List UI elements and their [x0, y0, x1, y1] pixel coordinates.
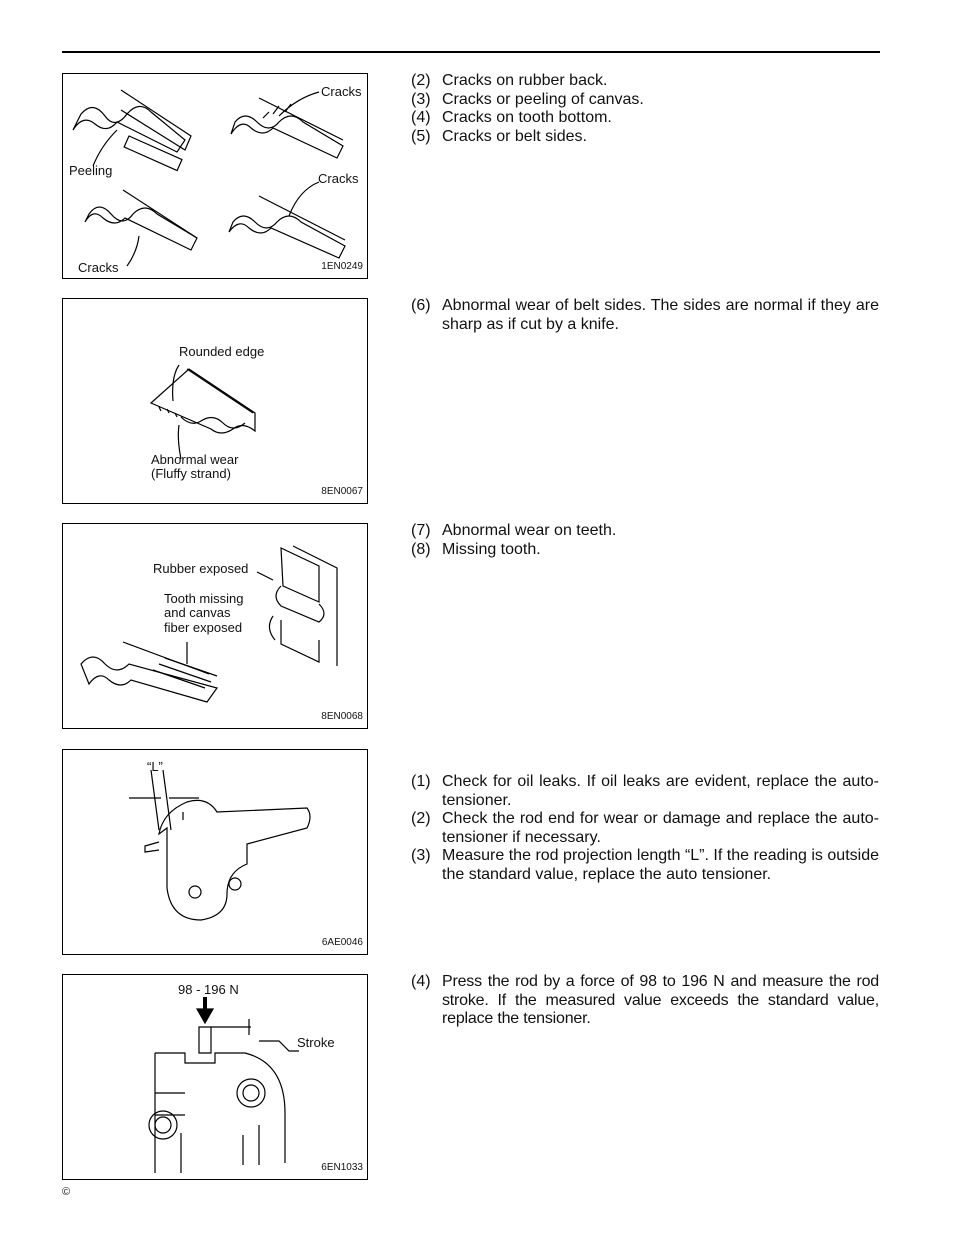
figure-belt-cracks: [62, 73, 368, 279]
label-fluffy-strand: (Fluffy strand): [151, 466, 231, 481]
auto-tensioner-illustration: [63, 750, 369, 956]
list-item: (4) Cracks on tooth bottom.: [411, 109, 612, 126]
label-tooth-missing: Tooth missing: [164, 591, 244, 606]
text-section-4: [411, 773, 879, 884]
copyright-symbol: ©: [62, 1186, 71, 1198]
label-rubber-exposed: Rubber exposed: [153, 561, 249, 576]
label-cracks-top: Cracks: [321, 84, 362, 99]
figure-belt-side-wear: [62, 298, 368, 504]
list-item: (3) Cracks or peeling of canvas.: [411, 90, 644, 108]
figure-rod-projection: [62, 749, 368, 955]
label-rounded-edge: Rounded edge: [179, 344, 265, 359]
list-item: (7) Abnormal wear on teeth.: [411, 522, 617, 539]
label-stroke: Stroke: [297, 1035, 335, 1050]
label-fiber-exposed: fiber exposed: [164, 620, 243, 635]
figure-tooth-wear: [62, 523, 368, 729]
text-section-1: [411, 72, 879, 146]
label-peeling: Peeling: [69, 163, 113, 178]
list-item: (6) Abnormal wear of belt sides. The sides are normal if they are sharp as if cut by a knife.: [411, 297, 879, 333]
figure-code: 8EN0068: [321, 711, 363, 722]
label-and-canvas: and canvas: [164, 605, 231, 620]
figure-code: 6EN1033: [321, 1162, 363, 1173]
figure-code: 8EN0067: [321, 486, 363, 497]
list-item: (8) Missing tooth.: [411, 540, 541, 558]
text-section-2: [411, 297, 879, 334]
list-item: (4) Press the rod by a force of 98 to 196 N and measure the rod stroke. If the measured value exceeds the standard value, replace the tensioner.: [411, 973, 879, 1027]
label-force: 98 - 196 N: [178, 982, 239, 997]
list-item: (3) Measure the rod projection length “L”. If the reading is outside the standard value, replace the auto tensioner.: [411, 847, 879, 883]
figure-rod-stroke: [62, 974, 368, 1180]
label-abnormal-wear: Abnormal wear: [151, 452, 239, 467]
label-l: “L”: [147, 759, 163, 774]
figure-code: 6AE0046: [321, 937, 363, 948]
header-rule: [62, 51, 880, 53]
list-item: (5) Cracks or belt sides.: [411, 127, 587, 145]
list-item: (2) Cracks on rubber back.: [411, 72, 608, 89]
label-cracks-bottom: Cracks: [78, 260, 119, 275]
list-item: (1) Check for oil leaks. If oil leaks are evident, replace the auto-tensioner.: [411, 773, 879, 809]
figure-code: 1EN0249: [321, 261, 363, 272]
label-cracks-mid: Cracks: [318, 171, 359, 186]
text-section-5: [411, 973, 879, 1029]
list-item: (2) Check the rod end for wear or damage and replace the auto-tensioner if necessary.: [411, 810, 879, 846]
tensioner-stroke-illustration: [63, 975, 369, 1181]
text-section-3: [411, 522, 879, 559]
